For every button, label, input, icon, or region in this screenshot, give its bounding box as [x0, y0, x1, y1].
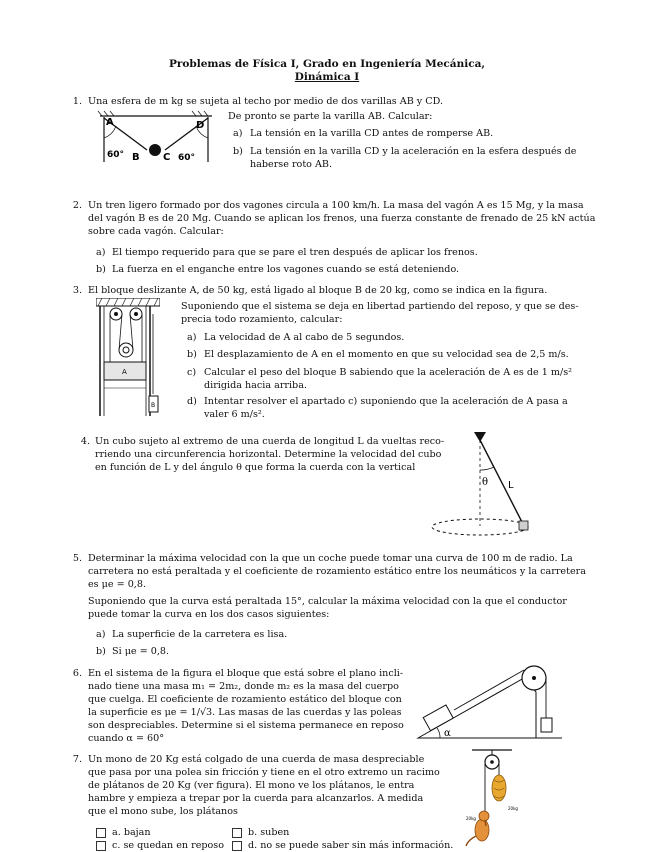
problem-6-line4: la superficie es μe = 1/√3. Las masas de las cuerdas y las poleas — [88, 707, 402, 718]
problem-4-line3: en función de L y del ángulo θ que forma la cuerda con la vertical — [95, 462, 416, 473]
sphere-mass — [149, 144, 161, 156]
problem-7-line5: que el mono sube, los plátanos — [88, 806, 238, 817]
problem-3-b-label: b) — [187, 349, 197, 360]
problem-1-intro: De pronto se parte la varilla AB. Calcular: — [228, 111, 433, 122]
problem-7-line1: Un mono de 20 Kg está colgado de una cuerda de masa despreciable — [88, 754, 425, 765]
problem-3-d-label: d) — [187, 396, 197, 407]
label-monkey-mass: 20kg — [466, 816, 476, 821]
problem-6-figure — [416, 662, 564, 742]
problem-3-number: 3. — [72, 285, 82, 296]
angle-right: 60° — [178, 153, 196, 163]
problem-6-line2: nado tiene una masa m₁ = 2m₂, donde m₂ es la masa del cuerpo — [88, 681, 399, 692]
problem-3-c-line1: Calcular el peso del bloque B sabiendo que la aceleración de A es de 1 m/s² — [204, 367, 572, 378]
problem-4-number: 4. — [80, 436, 90, 447]
label-a: A — [106, 117, 114, 128]
problem-7-line2: que pasa por una polea sin fricción y tiene en el otro extremo un racimo — [88, 767, 440, 778]
problem-2-line2: del vagón B es de 20 Mg. Cuando se aplican los frenos, una fuerza constante de frenado de 25 kN actúa — [88, 213, 596, 224]
problem-3-intro-line2: precia todo rozamiento, calcular: — [181, 314, 343, 325]
problem-5-number: 5. — [72, 553, 82, 564]
problem-2-number: 2. — [72, 200, 82, 211]
option-b-checkbox[interactable] — [232, 828, 242, 838]
problem-5-line1: Determinar la máxima velocidad con la que un coche puede tomar una curva de 100 m de radio. La — [88, 553, 573, 564]
option-d-checkbox[interactable] — [232, 841, 242, 851]
problem-2-a-label: a) — [96, 247, 106, 258]
problem-1-b-label: b) — [233, 146, 243, 157]
problem-1-number: 1. — [72, 96, 82, 107]
problem-5-para2-line1: Suponiendo que la curva está peraltada 15°, calcular la máxima velocidad con la que el conductor — [88, 596, 567, 607]
problem-5-line3: es μe = 0,8. — [88, 579, 147, 590]
problem-1-figure — [92, 110, 222, 172]
monkey — [475, 819, 489, 841]
label-c: C — [163, 152, 171, 163]
angle-left: 60° — [107, 150, 125, 160]
option-d[interactable]: d. no se puede saber sin más información. — [232, 839, 453, 852]
problem-3-a-label: a) — [187, 332, 197, 343]
label-block-a: A — [122, 368, 127, 376]
document-subtitle: Dinámica I — [294, 71, 360, 83]
problem-5-para2-line2: puede tomar la curva en los dos casos siguientes: — [88, 609, 330, 620]
problem-2-b-label: b) — [96, 264, 106, 275]
problem-1-b-line2: haberse roto AB. — [250, 159, 333, 170]
problem-1-a-label: a) — [233, 128, 243, 139]
problem-3-c-line2: dirigida hacia arriba. — [204, 380, 307, 391]
problem-6-number: 6. — [72, 668, 82, 679]
problem-3-stem: El bloque deslizante A, de 50 kg, está ligado al bloque B de 20 kg, como se indica en la figura. — [88, 285, 548, 296]
problem-7-figure — [462, 748, 522, 848]
problem-2-a: El tiempo requerido para que se pare el tren después de aplicar los frenos. — [112, 247, 478, 258]
problem-3-a: La velocidad de A al cabo de 5 segundos. — [204, 332, 405, 343]
problem-7-number: 7. — [72, 754, 82, 765]
problem-3-d-line2: valer 6 m/s². — [204, 409, 265, 420]
problem-2-line1: Un tren ligero formado por dos vagones circula a 100 km/h. La masa del vagón A es 15 Mg, y la masa — [88, 200, 584, 211]
label-d: D — [196, 120, 205, 131]
problem-2-line3: sobre cada vagón. Calcular: — [88, 226, 224, 237]
problem-1-a: La tensión en la varilla CD antes de romperse AB. — [250, 128, 494, 139]
option-b[interactable]: b. suben — [232, 826, 289, 839]
document-title: Problemas de Física I, Grado en Ingeniería Mecánica, — [168, 58, 486, 70]
problem-3-figure — [96, 298, 160, 416]
problem-6-line3: que cuelga. El coeficiente de rozamiento estático del bloque con — [88, 694, 402, 705]
problem-3-intro-line1: Suponiendo que el sistema se deja en libertad partiendo del reposo, y que se des- — [181, 301, 579, 312]
problem-6-line1: En el sistema de la figura el bloque que está sobre el plano incli- — [88, 668, 404, 679]
problem-6-line6: cuando α = 60° — [88, 733, 165, 744]
problem-5-b-label: b) — [96, 646, 106, 657]
option-c-checkbox[interactable] — [96, 841, 106, 851]
problem-7-line3: de plátanos de 20 Kg (ver figura). El mono ve los plátanos, le entra — [88, 780, 415, 791]
problem-3-c-label: c) — [187, 367, 197, 378]
option-c[interactable]: c. se quedan en reposo — [96, 839, 224, 852]
bucket — [519, 521, 528, 530]
option-a[interactable]: a. bajan — [96, 826, 151, 839]
problem-5-line2: carretera no está peraltada y el coeficiente de rozamiento estático entre los neumáticos y la carretera — [88, 566, 586, 577]
problem-3-d-line1: Intentar resolver el apartado c) suponiendo que la aceleración de A pasa a — [204, 396, 568, 407]
problem-5-b: Si μe = 0,8. — [112, 646, 170, 657]
problem-2-b: La fuerza en el enganche entre los vagones cuando se está deteniendo. — [112, 264, 460, 275]
problem-5-a-label: a) — [96, 629, 106, 640]
problem-4-line2: rriendo una circunferencia horizontal. Determine la velocidad del cubo — [95, 449, 442, 460]
problem-3-b: El desplazamiento de A en el momento en que su velocidad sea de 2,5 m/s. — [204, 349, 569, 360]
problem-1-stem: Una esfera de m kg se sujeta al techo por medio de dos varillas AB y CD. — [88, 96, 443, 107]
problem-5-a: La superficie de la carretera es lisa. — [112, 629, 288, 640]
label-l: L — [508, 480, 514, 491]
option-a-checkbox[interactable] — [96, 828, 106, 838]
problem-4-figure — [428, 430, 540, 538]
label-theta: θ — [482, 477, 489, 488]
problem-7-line4: hambre y empieza a trepar por la cuerda para alcanzarlos. A medida — [88, 793, 424, 804]
problem-1-b-line1: La tensión en la varilla CD y la aceleración en la esfera después de — [250, 146, 577, 157]
hanging-block — [541, 718, 552, 732]
problem-6-line5: son despreciables. Determine si el sistema permanece en reposo — [88, 720, 404, 731]
label-bananas-mass: 20kg — [508, 806, 518, 811]
label-b: B — [132, 152, 140, 163]
problem-4-line1: Un cubo sujeto al extremo de una cuerda de longitud L da vueltas reco- — [95, 436, 445, 447]
label-alpha: α — [444, 728, 451, 739]
label-block-b: B — [151, 402, 156, 409]
